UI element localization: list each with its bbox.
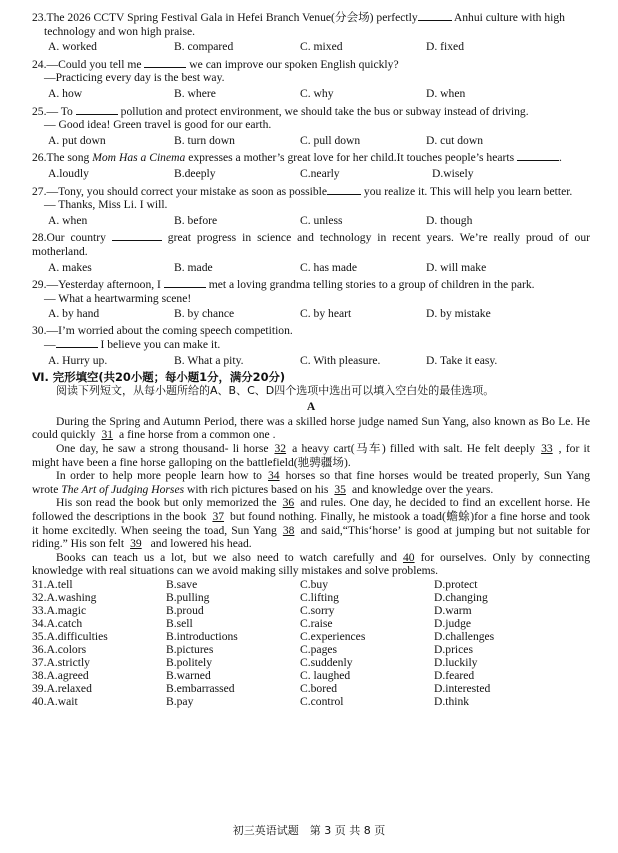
blank <box>327 184 361 195</box>
option[interactable]: D. by mistake <box>426 307 491 321</box>
option[interactable]: A. Hurry up. <box>48 354 108 368</box>
passage-paragraph: In order to help more people learn how to 34 horses so that fine horses would be treated properly, Sun Yang wrote The Art of Judging Horses with rich pictures based on his 35 and knowledge over the years. <box>32 469 590 496</box>
option[interactable]: 33.A.magic <box>32 603 87 617</box>
option[interactable]: 31.A.tell <box>32 577 73 591</box>
question-30: 30.—I’m worried about the coming speech competition. <box>32 323 293 337</box>
reply-25: — Good idea! Green travel is good for our earth. <box>44 118 272 132</box>
blank-35: 35 <box>334 482 346 496</box>
option[interactable]: C. With pleasure. <box>300 354 381 368</box>
option[interactable]: C.control <box>300 694 344 708</box>
section-title: Ⅵ. 完形填空(共20小题；每小题1分，满分20分) <box>32 369 286 384</box>
blank-33: 33 <box>541 442 553 456</box>
blank <box>517 150 559 161</box>
question-29: 29.—Yesterday afternoon, I met a loving grandma telling stories to a group of children in the park. <box>32 278 535 292</box>
option[interactable]: A. by hand <box>48 307 100 321</box>
option[interactable]: B.pay <box>166 694 194 708</box>
reply-29: — What a heartwarming scene! <box>44 291 192 305</box>
option[interactable]: A. how <box>48 86 83 100</box>
option[interactable]: B. before <box>174 213 218 227</box>
question-28: 28.Our country great progress in science and technology in recent years. We’re really proud of our motherland. <box>32 231 590 258</box>
option[interactable]: B.save <box>166 577 198 591</box>
blank-34: 34 <box>267 469 280 483</box>
option[interactable]: D.think <box>434 694 470 708</box>
option[interactable]: B.introductions <box>166 629 238 643</box>
blank-40: 40 <box>402 550 415 564</box>
option[interactable]: C.suddenly <box>300 655 353 669</box>
option[interactable]: C.sorry <box>300 603 335 617</box>
option[interactable]: B.sell <box>166 616 193 630</box>
option[interactable]: D. cut down <box>426 133 483 147</box>
option[interactable]: C.experiences <box>300 629 366 643</box>
option[interactable]: B. made <box>174 260 213 274</box>
options-26 <box>32 167 590 181</box>
option[interactable]: C. has made <box>300 260 357 274</box>
option[interactable]: 39.A.relaxed <box>32 681 92 695</box>
option[interactable]: B. What a pity. <box>174 354 244 368</box>
options-28 <box>32 261 590 275</box>
option[interactable]: B.embarrassed <box>166 681 235 695</box>
options-23 <box>32 40 590 54</box>
option[interactable]: C. why <box>300 86 334 100</box>
blank <box>144 57 186 68</box>
option[interactable]: C. unless <box>300 213 343 227</box>
blank <box>418 10 452 21</box>
passage-paragraph: Books can teach us a lot, but we also need to watch carefully and 40 for ourselves. Only by connecting knowledge with real situations can we avoid making silly mistakes and solve problems. <box>32 550 590 578</box>
option[interactable]: D.interested <box>434 681 491 695</box>
reply-27: — Thanks, Miss Li. I will. <box>44 198 168 212</box>
option[interactable]: B.proud <box>166 603 204 617</box>
option[interactable]: C. laughed <box>300 668 351 682</box>
blank-32: 32 <box>274 442 287 456</box>
exam-page <box>32 10 590 708</box>
option[interactable]: D. though <box>426 213 473 227</box>
section-instruction: 阅读下列短文，从每小题所给的A、B、C、D四个选项中选出可以填入空白处的最佳选项。 <box>56 384 495 398</box>
option[interactable]: D. will make <box>426 260 487 274</box>
option[interactable]: 35.A.difficulties <box>32 629 108 643</box>
option[interactable]: 34.A.catch <box>32 616 83 630</box>
option[interactable]: A. when <box>48 213 88 227</box>
blank <box>112 230 162 241</box>
answer-options <box>32 578 590 708</box>
question-24: 24.—Could you tell me we can improve our spoken English quickly? <box>32 57 399 71</box>
blank <box>56 337 98 348</box>
option[interactable]: D.warm <box>434 603 472 617</box>
option[interactable]: 38.A.agreed <box>32 668 89 682</box>
option[interactable]: C.buy <box>300 577 329 591</box>
passage-paragraph: His son read the book but only memorized the 36 and rules. One day, he decided to find an excellent horse. He followed the descriptions in the book 37 but found nothing. Finally, he mistook a toad(蟾蜍)for a fine horse and took it home excitedly. When seeing the toad, Sun Yang 38 and said,“This‘horse’ is good at jumping but not suitable for riding.” His son felt 39 and lowered his head. <box>32 496 590 551</box>
option[interactable]: C.lifting <box>300 590 339 604</box>
option[interactable]: C.bored <box>300 681 338 695</box>
passage-label: A <box>306 400 316 414</box>
option[interactable]: B.warned <box>166 668 211 682</box>
option[interactable]: A. worked <box>48 40 97 54</box>
option[interactable]: D.wisely <box>432 166 474 180</box>
option[interactable]: D.changing <box>434 590 488 604</box>
option[interactable]: D.luckily <box>434 655 478 669</box>
option[interactable]: B.deeply <box>174 166 216 180</box>
option[interactable]: D.challenges <box>434 629 495 643</box>
option[interactable]: B. turn down <box>174 133 235 147</box>
option[interactable]: A. put down <box>48 133 106 147</box>
option[interactable]: B. compared <box>174 40 234 54</box>
question-25: 25.— To pollution and protect environment, we should take the bus or subway instead of driving. <box>32 104 529 118</box>
blank <box>164 277 206 288</box>
option[interactable]: B. by chance <box>174 307 235 321</box>
option[interactable]: 37.A.strictly <box>32 655 90 669</box>
blank-38: 38 <box>282 523 295 537</box>
blank <box>76 104 118 115</box>
option[interactable]: B.politely <box>166 655 213 669</box>
option[interactable]: D.feared <box>434 668 475 682</box>
options-29 <box>32 307 590 321</box>
options-27 <box>32 214 590 228</box>
options-25 <box>32 134 590 148</box>
option[interactable]: A. makes <box>48 260 92 274</box>
page-footer: 初三英语试题 第 3 页 共 8 页 <box>232 824 386 837</box>
option[interactable]: B.pulling <box>166 590 210 604</box>
passage-paragraph: During the Spring and Autumn Period, there was a skilled horse judge named Sun Yang, also known as Bo Le. He could quickly 31 a fine horse from a common one . <box>32 414 590 442</box>
option[interactable]: C. mixed <box>300 40 343 54</box>
blank-37: 37 <box>212 510 225 523</box>
option[interactable]: C. by heart <box>300 307 352 321</box>
option[interactable]: 36.A.colors <box>32 642 87 656</box>
options-30 <box>32 354 590 368</box>
options-24 <box>32 87 590 101</box>
reply-30: — I believe you can make it. <box>44 338 221 352</box>
option[interactable]: B. where <box>174 86 216 100</box>
question-23: 23.The 2026 CCTV Spring Festival Gala in Hefei Branch Venue(分会场) perfectly Anhui culture with high technology and won high praise. <box>32 11 565 38</box>
option[interactable]: D.prices <box>434 642 473 656</box>
option[interactable]: C.pages <box>300 642 338 656</box>
question-26: 26.The song Mom Has a Cinema expresses a mother’s great love for her child.It touches people’s hearts . <box>32 151 562 165</box>
option[interactable]: D. when <box>426 86 466 100</box>
option[interactable]: D. fixed <box>426 40 464 54</box>
option[interactable]: B.pictures <box>166 642 214 656</box>
option[interactable]: C.nearly <box>300 166 340 180</box>
option[interactable]: C.raise <box>300 616 333 630</box>
blank-36: 36 <box>282 496 295 510</box>
option[interactable]: D. Take it easy. <box>426 354 498 368</box>
reply-24: —Practicing every day is the best way. <box>44 71 225 85</box>
option[interactable]: C. pull down <box>300 133 361 147</box>
option[interactable]: 32.A.washing <box>32 590 97 604</box>
blank-31: 31 <box>101 428 114 442</box>
option[interactable]: 40.A.wait <box>32 694 78 708</box>
passage-paragraph: One day, he saw a strong thousand- li horse 32 a heavy cart(马车) filled with salt. He felt deeply 33 , for it might have been a fine horse galloping on the battlefield(驰骋疆场). <box>32 442 590 469</box>
question-27: 27.—Tony, you should correct your mistake as soon as possible you realize it. This will help you learn better. <box>32 184 573 198</box>
option[interactable]: D.protect <box>434 577 478 591</box>
option[interactable]: A.loudly <box>48 166 89 180</box>
option[interactable]: D.judge <box>434 616 472 630</box>
blank-39: 39 <box>130 537 142 551</box>
